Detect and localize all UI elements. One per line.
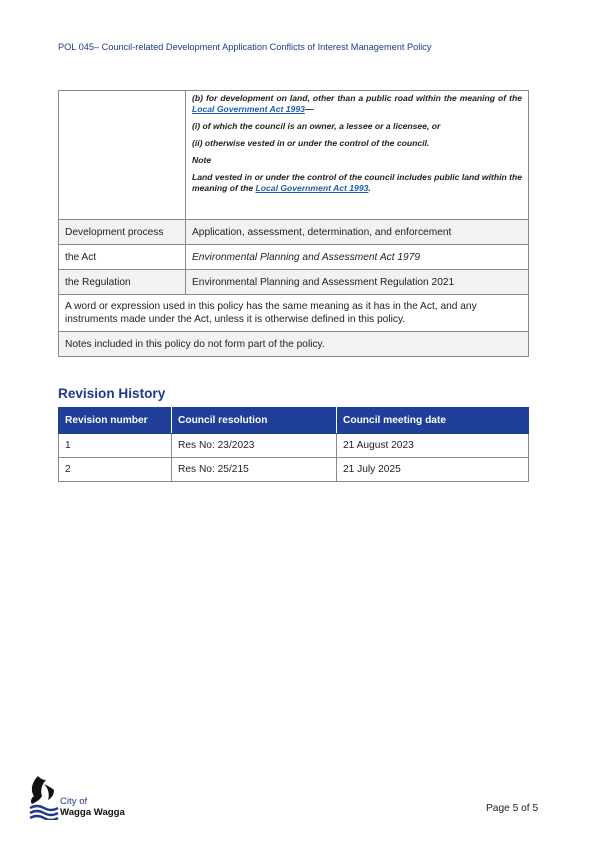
table-row: [59, 434, 529, 458]
definition-text-cell: [186, 91, 529, 220]
definition-text: Environmental Planning and Assessment Regulation 2021: [186, 270, 529, 295]
definition-term: Development process: [59, 220, 186, 245]
page-number: Page 5 of 5: [486, 803, 539, 814]
definition-row: [59, 245, 529, 270]
definition-note-row: [59, 332, 529, 357]
column-header-council-meeting-date: Council meeting date: [337, 408, 529, 434]
definitions-table: [58, 90, 529, 357]
revision-history-title: Revision History: [58, 386, 166, 401]
definition-clause-ii: (ii) otherwise vested in or under the control of the council.: [192, 138, 430, 148]
logo-text-wagga-wagga: Wagga Wagga: [60, 807, 125, 818]
definition-row: [59, 270, 529, 295]
crow-logo-icon: [28, 774, 60, 820]
definition-note: Notes included in this policy do not form part of the policy.: [59, 332, 529, 357]
table-row: [59, 458, 529, 482]
definition-row: [59, 220, 529, 245]
council-meeting-date-cell: 21 July 2025: [337, 458, 529, 482]
definition-clause-b: (b) for development on land, other than a public road within the meaning of the Local Government Act 1993—: [192, 93, 522, 114]
revision-header-row: [59, 408, 529, 434]
council-resolution-cell: Res No: 25/215: [172, 458, 337, 482]
column-header-council-resolution: Council resolution: [172, 408, 337, 434]
definition-term: the Act: [59, 245, 186, 270]
definition-note: A word or expression used in this policy has the same meaning as it has in the Act, and any instruments made under the Act, unless it is otherwise defined in this policy.: [59, 295, 529, 332]
definition-note-label: Note: [192, 155, 212, 165]
definition-term-cell: [59, 91, 186, 220]
logo-text-city-of: City of: [60, 796, 88, 807]
definition-note-row: [59, 295, 529, 332]
council-meeting-date-cell: 21 August 2023: [337, 434, 529, 458]
definition-term: the Regulation: [59, 270, 186, 295]
definition-text: Environmental Planning and Assessment Act 1979: [186, 245, 529, 270]
definition-row-public-land: [59, 91, 529, 220]
city-logo: [28, 774, 148, 824]
definition-text: Application, assessment, determination, and enforcement: [186, 220, 529, 245]
local-government-act-link[interactable]: Local Government Act 1993: [192, 104, 305, 114]
revision-number-cell: 2: [59, 458, 172, 482]
revision-history-table: [58, 407, 529, 482]
revision-number-cell: 1: [59, 434, 172, 458]
column-header-revision-number: Revision number: [59, 408, 172, 434]
definition-clause-i: (i) of which the council is an owner, a lessee or a licensee, or: [192, 121, 441, 131]
local-government-act-link[interactable]: Local Government Act 1993: [255, 183, 369, 193]
document-header-title: POL 045– Council-related Development Application Conflicts of Interest Management Policy: [58, 42, 432, 52]
council-resolution-cell: Res No: 23/2023: [172, 434, 337, 458]
definition-note-text: Land vested in or under the control of the council includes public land within the meaning of the Local Government Act 1993.: [192, 172, 522, 193]
